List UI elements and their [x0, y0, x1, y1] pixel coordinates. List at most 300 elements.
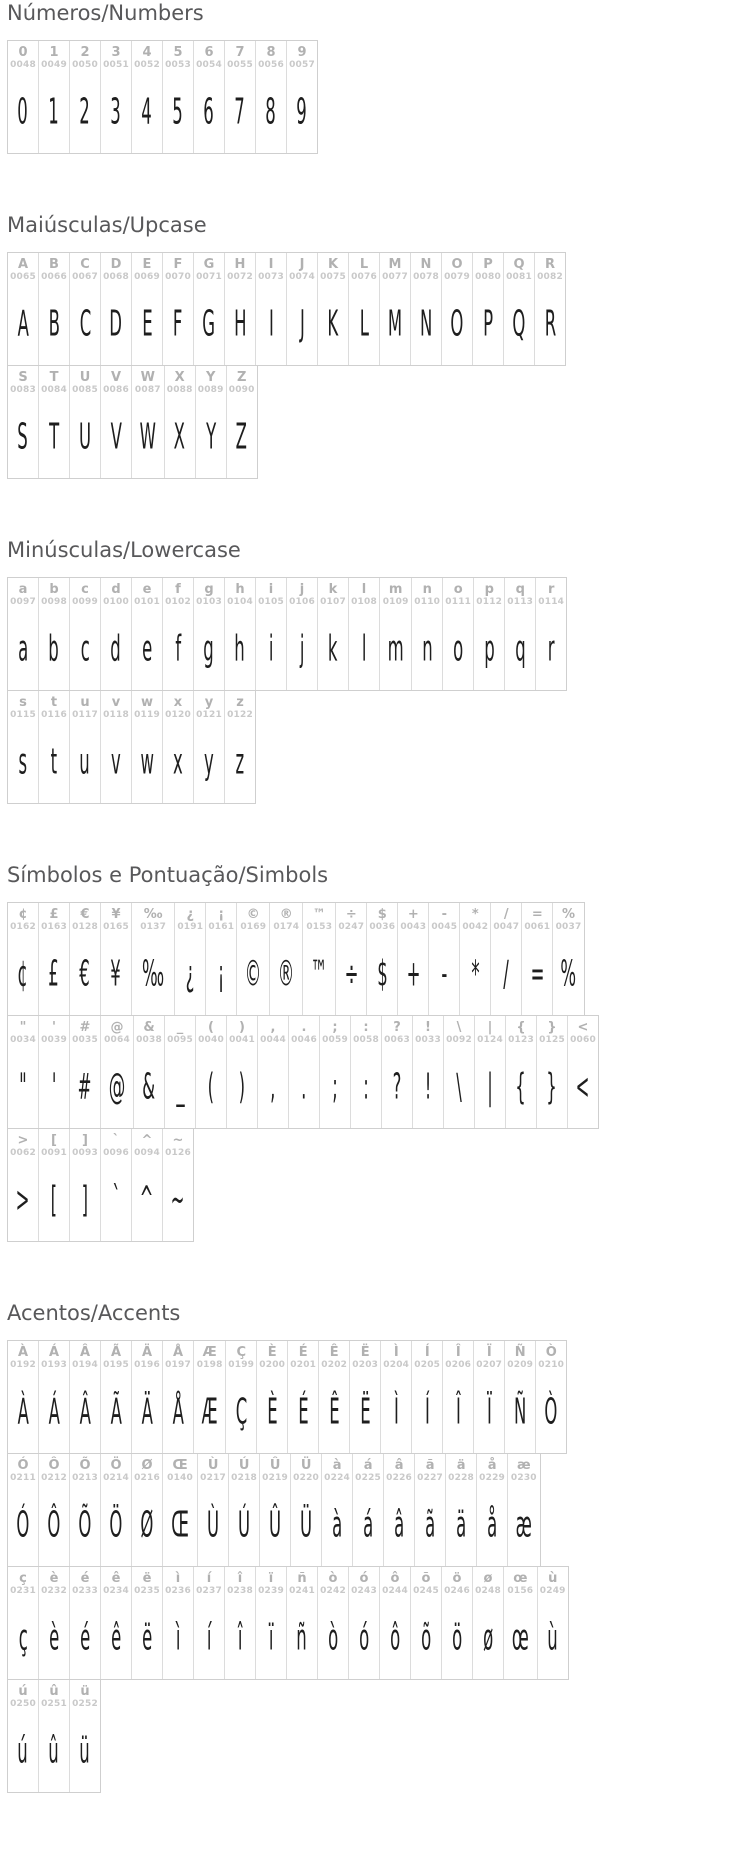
glyph-preview-area	[40, 1371, 68, 1453]
glyph-code: 0090	[228, 385, 255, 395]
glyph-cell	[70, 1016, 101, 1128]
glyph-row	[7, 1128, 194, 1242]
glyph-preview-area	[319, 283, 347, 365]
glyph-code: 0214	[103, 1473, 129, 1483]
glyph-preview-area	[382, 1371, 410, 1453]
glyph-code: 0099	[72, 597, 98, 607]
glyph-cell	[473, 1567, 504, 1679]
glyph-cell	[384, 1454, 415, 1566]
glyph-label: ç	[19, 1571, 27, 1586]
glyph-preview-area	[195, 608, 223, 690]
glyph-cell	[101, 1567, 132, 1679]
glyph-preview-area	[257, 71, 285, 153]
glyph-cell	[39, 691, 70, 803]
glyph-preview-area	[350, 283, 378, 365]
glyph-label: h	[235, 582, 245, 597]
glyph-code: 0044	[260, 1035, 286, 1045]
glyph-code: 0077	[382, 272, 408, 282]
glyph-cell	[8, 903, 39, 1015]
glyph-label: Ù	[207, 1458, 219, 1473]
glyph-code: 0058	[353, 1035, 379, 1045]
glyph-preview-area	[354, 1484, 382, 1566]
glyph-code: 0038	[136, 1035, 162, 1045]
glyph-preview-area	[554, 933, 583, 1015]
glyph-preview-area	[164, 608, 192, 690]
glyph-preview: Ú	[238, 1504, 251, 1546]
glyph-label: è	[49, 1571, 59, 1586]
glyph-preview-area	[352, 1046, 380, 1128]
glyph-preview: `	[111, 1179, 121, 1221]
glyph-cell	[39, 41, 70, 153]
glyph-preview-area	[537, 1371, 565, 1453]
glyph-cell	[287, 253, 318, 365]
glyph-preview-area	[9, 396, 37, 478]
glyph-preview: ^	[140, 1179, 154, 1221]
glyph-preview-area	[321, 1046, 349, 1128]
glyph-preview: Ä	[141, 1391, 153, 1433]
glyph-cell	[491, 903, 522, 1015]
glyph-preview: #	[78, 1066, 92, 1108]
glyph-label: D	[110, 257, 122, 272]
glyph-preview: Î	[455, 1391, 461, 1433]
glyph-preview: h	[234, 628, 246, 670]
glyph-code: 0051	[103, 60, 129, 70]
glyph-table	[7, 577, 730, 804]
glyph-cell	[101, 1341, 132, 1453]
glyph-code: 0210	[538, 1360, 565, 1370]
glyph-preview: l	[361, 628, 367, 670]
glyph-code: 0041	[229, 1035, 255, 1045]
glyph-code: 0093	[72, 1148, 98, 1158]
glyph-cell	[381, 1341, 412, 1453]
glyph-code: 0196	[134, 1360, 160, 1370]
glyph-label: v	[111, 695, 121, 710]
glyph-code: 0201	[290, 1360, 317, 1370]
glyph-code: 0191	[177, 922, 204, 932]
glyph-preview-area	[207, 933, 235, 1015]
glyph-preview: û	[48, 1730, 60, 1772]
glyph-preview: J	[299, 303, 305, 345]
glyph-label: j	[299, 582, 305, 597]
glyph-code: 0115	[10, 710, 36, 720]
glyph-preview-area	[71, 1597, 99, 1679]
glyph-preview: Ã	[110, 1391, 122, 1433]
glyph-label: æ	[517, 1458, 531, 1473]
glyph-label: í	[206, 1571, 212, 1586]
glyph-preview-area	[523, 933, 551, 1015]
glyph-preview: a	[17, 628, 29, 670]
glyph-label: b	[49, 582, 59, 597]
glyph-preview: Ò	[544, 1391, 558, 1433]
glyph-label: )	[239, 1020, 245, 1035]
glyph-cell	[70, 253, 101, 365]
glyph-preview-area	[9, 1597, 37, 1679]
glyph-preview: ?	[392, 1066, 402, 1108]
glyph-label: #	[79, 1020, 91, 1035]
glyph-preview-area	[40, 721, 68, 803]
glyph-code: 0209	[507, 1360, 534, 1370]
glyph-cell	[39, 903, 70, 1015]
glyph-label: ö	[452, 1571, 462, 1586]
glyph-preview-area	[9, 1046, 37, 1128]
glyph-preview-area	[474, 283, 502, 365]
glyph-label: Î	[455, 1345, 461, 1360]
glyph-preview-area	[164, 721, 192, 803]
glyph-code: 0128	[72, 922, 98, 932]
glyph-cell	[70, 1680, 100, 1792]
glyph-label: ù	[548, 1571, 558, 1586]
glyph-code: 0165	[103, 922, 129, 932]
glyph-preview-area	[199, 1484, 227, 1566]
glyph-code: 0174	[273, 922, 300, 932]
glyph-code: 0075	[320, 272, 346, 282]
glyph-preview-area	[476, 1046, 504, 1128]
glyph-code: 0040	[198, 1035, 224, 1045]
glyph-code: 0249	[539, 1586, 566, 1596]
glyph-code: 0117	[72, 710, 98, 720]
glyph-code: 0230	[510, 1473, 537, 1483]
glyph-preview-area	[133, 71, 161, 153]
glyph-preview: Y	[205, 416, 216, 458]
glyph-cell	[256, 41, 287, 153]
glyph-preview: Õ	[78, 1504, 92, 1546]
glyph-code: 0060	[570, 1035, 596, 1045]
glyph-code: 0126	[165, 1148, 191, 1158]
glyph-preview-area	[9, 1484, 37, 1566]
glyph-label: G	[203, 257, 215, 272]
glyph-cell	[226, 1341, 257, 1453]
glyph-preview: £	[48, 953, 60, 995]
glyph-preview: ®	[278, 953, 295, 995]
glyph-label: J	[299, 257, 305, 272]
glyph-code: 0248	[475, 1586, 501, 1596]
glyph-preview: Ø	[140, 1504, 154, 1546]
glyph-preview-area	[443, 1597, 471, 1679]
glyph-code: 0087	[134, 385, 161, 395]
glyph-preview: "	[19, 1066, 27, 1108]
glyph-cell	[8, 253, 39, 365]
glyph-cell	[70, 41, 101, 153]
glyph-cell	[70, 1129, 101, 1241]
glyph-label: 8	[266, 45, 276, 60]
glyph-code: 0236	[165, 1586, 191, 1596]
glyph-preview-area	[9, 71, 37, 153]
glyph-code: 0045	[431, 922, 458, 932]
glyph-code: 0114	[538, 597, 565, 607]
glyph-cell	[504, 253, 535, 365]
glyph-label: È	[267, 1345, 277, 1360]
glyph-code: 0153	[306, 922, 333, 932]
glyph-label: 6	[204, 45, 214, 60]
glyph-preview-area	[228, 396, 256, 478]
glyph-cell	[8, 366, 39, 478]
glyph-code: 0247	[338, 922, 365, 932]
glyph-cell	[8, 41, 39, 153]
glyph-preview-area	[71, 1159, 99, 1241]
glyph-preview-area	[288, 71, 316, 153]
glyph-code: 0088	[166, 385, 193, 395]
glyph-preview-area	[195, 71, 223, 153]
glyph-preview-area	[164, 1159, 192, 1241]
glyph-cell	[39, 1341, 70, 1453]
section-accents	[7, 1302, 730, 1793]
glyph-code: 0120	[165, 710, 191, 720]
glyph-preview: s	[18, 741, 28, 783]
glyph-code: 0065	[10, 272, 36, 282]
glyph-cell	[351, 1016, 382, 1128]
glyph-preview-area	[164, 283, 192, 365]
glyph-label: õ	[421, 1571, 431, 1586]
glyph-cell	[70, 366, 101, 478]
glyph-label: ®	[279, 907, 293, 922]
glyph-cell	[8, 1680, 39, 1792]
glyph-preview: :	[363, 1066, 369, 1108]
glyph-preview-area	[164, 71, 192, 153]
glyph-label: V	[110, 370, 122, 385]
glyph-cell	[101, 1129, 132, 1241]
glyph-preview-area	[447, 1484, 475, 1566]
glyph-preview: 5	[172, 91, 184, 133]
glyph-preview-area	[71, 1484, 99, 1566]
glyph-cell	[443, 578, 474, 690]
glyph-cell	[413, 1016, 444, 1128]
glyph-label: H	[234, 257, 246, 272]
glyph-preview: è	[48, 1617, 60, 1659]
glyph-preview-area	[9, 933, 37, 1015]
glyph-label: à	[332, 1458, 342, 1473]
glyph-cell	[353, 1454, 384, 1566]
glyph-label: Ó	[17, 1458, 29, 1473]
glyph-preview-area	[9, 608, 37, 690]
glyph-cell	[473, 253, 504, 365]
glyph-label: s	[19, 695, 27, 710]
glyph-preview-area	[102, 1159, 130, 1241]
glyph-label: á	[363, 1458, 373, 1473]
glyph-preview: ï	[268, 1617, 274, 1659]
glyph-label: C	[80, 257, 90, 272]
glyph-preview: à	[332, 1504, 343, 1546]
glyph-preview: ¢	[17, 953, 29, 995]
glyph-label: \	[456, 1020, 462, 1035]
glyph-cell	[194, 1567, 225, 1679]
glyph-preview: Æ	[201, 1391, 218, 1433]
glyph-preview: q	[514, 628, 526, 670]
glyph-code: 0072	[227, 272, 253, 282]
glyph-preview-area	[506, 1371, 534, 1453]
glyph-cell	[8, 1016, 39, 1128]
glyph-preview: È	[267, 1391, 278, 1433]
glyph-label: N	[420, 257, 432, 272]
glyph-preview: œ	[511, 1617, 529, 1659]
glyph-cell	[163, 691, 194, 803]
glyph-label: Õ	[79, 1458, 91, 1473]
glyph-preview: Ù	[207, 1504, 220, 1546]
glyph-preview: p	[483, 628, 495, 670]
glyph-preview: ô	[389, 1617, 401, 1659]
glyph-preview: H	[233, 303, 247, 345]
glyph-preview: 1	[48, 91, 60, 133]
glyph-preview-area	[71, 396, 99, 478]
glyph-label: â	[394, 1458, 404, 1473]
glyph-label: ñ	[297, 1571, 307, 1586]
glyph-preview-area	[40, 1484, 68, 1566]
glyph-cell	[320, 1016, 351, 1128]
glyph-cell	[163, 253, 194, 365]
glyph-preview: ú	[17, 1730, 29, 1772]
glyph-code: 0048	[10, 60, 36, 70]
glyph-label: Ü	[300, 1458, 312, 1473]
glyph-preview: V	[110, 416, 122, 458]
glyph-cell	[398, 903, 429, 1015]
glyph-cell	[506, 1016, 537, 1128]
glyph-code: 0091	[41, 1148, 67, 1158]
glyph-label: R	[544, 257, 555, 272]
glyph-preview: Ì	[393, 1391, 399, 1433]
glyph-label: 5	[173, 45, 183, 60]
glyph-label: c	[81, 582, 89, 597]
glyph-code: 0049	[41, 60, 67, 70]
glyph-preview-area	[537, 608, 565, 690]
glyph-label: I	[268, 257, 274, 272]
section-title: Números/Numbers	[7, 1, 204, 25]
glyph-code: 0205	[414, 1360, 441, 1370]
glyph-row	[7, 1566, 569, 1680]
glyph-label: Ë	[360, 1345, 370, 1360]
glyph-cell	[260, 1454, 291, 1566]
glyph-preview-area	[413, 608, 441, 690]
glyph-preview-area	[536, 283, 564, 365]
glyph-preview: ò	[327, 1617, 339, 1659]
glyph-preview: õ	[420, 1617, 432, 1659]
glyph-preview: !	[424, 1066, 432, 1108]
glyph-code: 0079	[444, 272, 470, 282]
glyph-code: 0103	[196, 597, 222, 607]
glyph-cell	[39, 578, 70, 690]
glyph-label: -	[441, 907, 447, 922]
glyph-preview-area	[40, 71, 68, 153]
glyph-preview-area	[226, 71, 254, 153]
glyph-label: ô	[390, 1571, 400, 1586]
glyph-preview-area	[71, 1371, 99, 1453]
glyph-label: Ì	[393, 1345, 399, 1360]
glyph-label: O	[451, 257, 463, 272]
glyph-label: <	[577, 1020, 589, 1035]
glyph-code: 0078	[413, 272, 439, 282]
glyph-code: 0194	[72, 1360, 98, 1370]
glyph-code: 0086	[103, 385, 129, 395]
section-title: Símbolos e Pontuação/Simbols	[7, 863, 329, 887]
glyph-label: %	[562, 907, 576, 922]
glyph-code: 0043	[400, 922, 427, 932]
glyph-preview: ¡	[217, 953, 225, 995]
glyph-preview-area	[230, 1484, 258, 1566]
glyph-code: 0228	[448, 1473, 475, 1483]
glyph-preview: x	[173, 741, 183, 783]
glyph-cell	[70, 1341, 101, 1453]
glyph-preview: .	[301, 1066, 307, 1108]
glyph-preview: í	[206, 1617, 212, 1659]
glyph-cell	[225, 253, 256, 365]
glyph-preview: å	[487, 1504, 498, 1546]
glyph-label: î	[237, 1571, 243, 1586]
glyph-preview: ]	[81, 1179, 89, 1221]
glyph-code: 0198	[196, 1360, 223, 1370]
glyph-preview-area	[133, 1597, 161, 1679]
glyph-preview: Q	[512, 303, 526, 345]
glyph-preview: ì	[175, 1617, 181, 1659]
glyph-cell	[165, 366, 196, 478]
glyph-label: É	[298, 1345, 308, 1360]
glyph-cell	[101, 41, 132, 153]
glyph-code: 0235	[134, 1586, 160, 1596]
glyph-preview-area	[102, 1046, 132, 1128]
glyph-label: x	[173, 695, 183, 710]
glyph-code: 0057	[289, 60, 315, 70]
glyph-cell	[225, 691, 255, 803]
glyph-preview-area	[135, 1046, 163, 1128]
glyph-preview: N	[419, 303, 433, 345]
glyph-cell	[505, 578, 536, 690]
glyph-cell	[225, 41, 256, 153]
glyph-code: 0083	[10, 385, 36, 395]
glyph-preview: ê	[110, 1617, 122, 1659]
glyph-cell	[101, 253, 132, 365]
glyph-code: 0161	[208, 922, 235, 932]
glyph-label: ¿	[186, 907, 195, 922]
glyph-preview: G	[202, 303, 216, 345]
glyph-label: p	[484, 582, 494, 597]
glyph-code: 0242	[320, 1586, 346, 1596]
glyph-label: e	[142, 582, 152, 597]
glyph-code: 0094	[134, 1148, 160, 1158]
glyph-preview-area	[430, 933, 458, 1015]
glyph-preview: ë	[141, 1617, 153, 1659]
glyph-preview: ä	[456, 1504, 467, 1546]
glyph-label: 9	[297, 45, 307, 60]
glyph-label: |	[487, 1020, 493, 1035]
glyph-code: 0035	[72, 1035, 98, 1045]
glyph-preview-area	[71, 1710, 99, 1792]
glyph-preview-area	[288, 283, 316, 365]
glyph-preview: ÷	[344, 953, 359, 995]
glyph-cell	[415, 1454, 446, 1566]
glyph-preview: Ó	[16, 1504, 30, 1546]
glyph-preview: Ë	[360, 1391, 371, 1433]
glyph-preview: t	[50, 741, 58, 783]
glyph-label: œ	[513, 1571, 528, 1586]
glyph-label: i	[268, 582, 274, 597]
glyph-preview: ã	[425, 1504, 436, 1546]
glyph-code: 0199	[228, 1360, 255, 1370]
glyph-label: Y	[205, 370, 216, 385]
section-symbols	[7, 864, 730, 1242]
glyph-code: 0046	[291, 1035, 317, 1045]
glyph-preview: á	[363, 1504, 374, 1546]
glyph-code: 0220	[293, 1473, 320, 1483]
glyph-cell	[39, 1016, 70, 1128]
glyph-code: 0085	[72, 385, 98, 395]
glyph-preview: X	[174, 416, 186, 458]
glyph-preview: R	[544, 303, 556, 345]
glyph-preview-area	[412, 1597, 440, 1679]
glyph-code: 0118	[103, 710, 129, 720]
glyph-preview: ¿	[185, 953, 195, 995]
glyph-label: P	[483, 257, 493, 272]
glyph-cell	[537, 1016, 568, 1128]
glyph-preview: r	[547, 628, 555, 670]
glyph-label: ü	[80, 1684, 90, 1699]
glyph-preview: Ô	[47, 1504, 61, 1546]
